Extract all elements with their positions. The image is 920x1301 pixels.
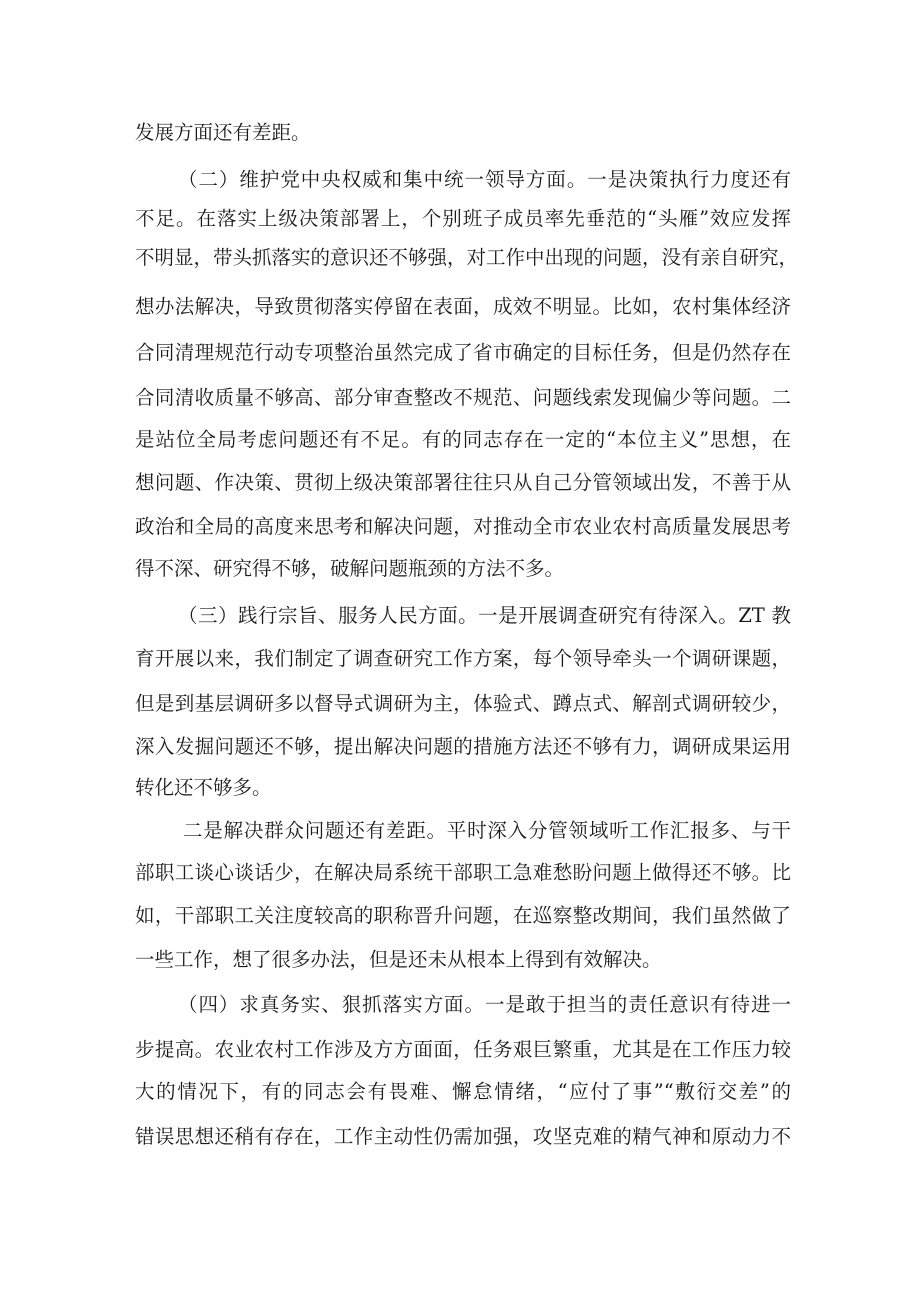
- text-line: 想问题、作决策、贯彻上级决策部署往往只从自己分管领域出发，不善于从: [135, 471, 791, 494]
- text-line: 合同清理规范行动专项整治虽然完成了省市确定的目标任务，但是仍然存在: [135, 341, 791, 364]
- text-line: 是站位全局考虑问题还有不足。有的同志存在一定的“本位主义”思想，在: [135, 428, 791, 451]
- text-line: 育开展以来，我们制定了调查研究工作方案，每个领导牵头一个调研课题，: [135, 647, 791, 670]
- text-line: 不明显，带头抓落实的意识还不够强，对工作中出现的问题，没有亲自研究，: [135, 246, 799, 269]
- text-line: 得不深、研究得不够，破解问题瓶颈的方法不多。: [135, 557, 565, 580]
- text-line: 如，干部职工关注度较高的职称晋升问题，在巡察整改期间，我们虽然做了: [135, 904, 791, 927]
- text-line: 不足。在落实上级决策部署上，个别班子成员率先垂范的“头雁”效应发挥: [135, 207, 791, 230]
- text-line: 二是解决群众问题还有差距。平时深入分管领域听工作汇报多、与干: [183, 819, 791, 842]
- text-line: 想办法解决，导致贯彻落实停留在表面，成效不明显。比如，农村集体经济: [135, 295, 791, 318]
- text-line: 转化还不够多。: [135, 776, 272, 799]
- text-line: 但是到基层调研多以督导式调研为主，体验式、蹲点式、解剖式调研较少，: [135, 692, 791, 715]
- text-line: （三）践行宗旨、服务人民方面。一是开展调查研究有待深入。ZT 教: [178, 604, 791, 627]
- text-line: 部职工谈心谈话少，在解决局系统干部职工急难愁盼问题上做得还不够。比: [135, 861, 791, 884]
- text-line: 合同清收质量不够高、部分审查整改不规范、问题线索发现偏少等问题。二: [135, 386, 791, 409]
- text-line: （四）求真务实、狠抓落实方面。一是敢于担当的责任意识有待进一: [178, 993, 791, 1016]
- text-line: 错误思想还稍有存在，工作主动性仍需加强，攻坚克难的精气神和原动力不: [135, 1125, 791, 1148]
- text-line: 深入发掘问题还不够，提出解决问题的措施方法还不够有力，调研成果运用: [135, 735, 791, 758]
- text-line: 政治和全局的高度来思考和解决问题，对推动全市农业农村高质量发展思考: [135, 515, 791, 538]
- text-line: 步提高。农业农村工作涉及方方面面，任务艰巨繁重，尤其是在工作压力较: [135, 1038, 791, 1061]
- text-line: 大的情况下，有的同志会有畏难、懈怠情绪，“应付了事”“敷衍交差”的: [135, 1080, 791, 1103]
- text-line: 发展方面还有差距。: [135, 121, 311, 144]
- text-line: （二）维护党中央权威和集中统一领导方面。一是决策执行力度还有: [178, 168, 791, 191]
- text-line: 一些工作，想了很多办法，但是还未从根本上得到有效解决。: [135, 948, 662, 971]
